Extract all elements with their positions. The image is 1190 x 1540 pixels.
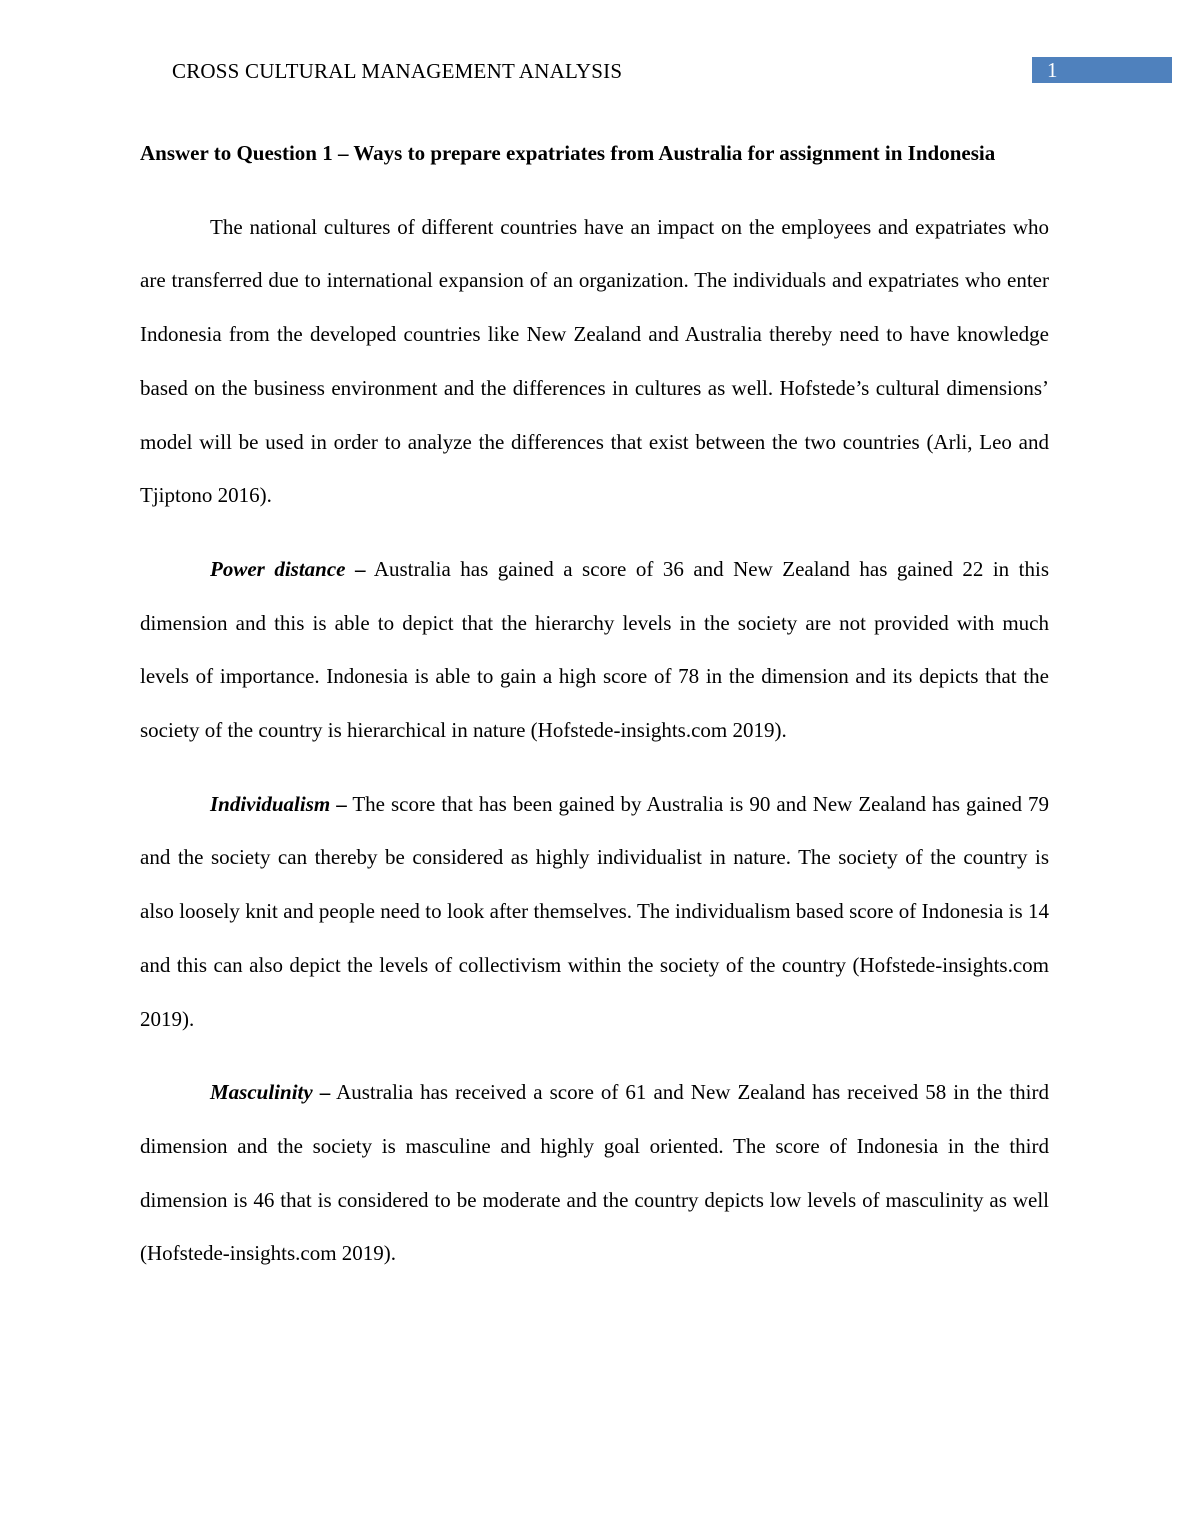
individualism-dash: –	[336, 791, 347, 816]
page-number-badge	[1032, 57, 1172, 83]
masculinity-text: Australia has received a score of 61 and New Zealand has received 58 in the third dimension and the society is masculine and highly goal oriented. The score of Indonesia in the third dimension is 46 that is considered to be moderate and the country depicts low levels of masculinity as well (Hofstede-insights.com 2019).	[140, 1080, 1049, 1266]
question-heading: Answer to Question 1 – Ways to prepare expatriates from Australia for assignment in Indonesia	[140, 141, 996, 165]
masculinity-term: Masculinity	[210, 1080, 313, 1105]
power-distance-text: Australia has gained a score of 36 and New Zealand has gained 22 in this dimension and this is able to depict that the hierarchy levels in the society are not provided with much levels of importance. Indonesia is able to gain a high score of 78 in the dimension and its depicts that the society of the country is hierarchical in nature (Hofstede-insights.com 2019).	[140, 556, 1049, 743]
individualism-term: Individualism	[210, 791, 331, 816]
intro-paragraph: The national cultures of different countries have an impact on the employees and expatriates who are transferred due to international expansion of an organization. The individuals and expatriates who enter Indonesia from the developed countries like New Zealand and Australia thereby need to have knowledge based on the business environment and the differences in cultures as well. Hofstede’s cultural dimensions’ model will be used in order to analyze the differences that exist between the two countries (Arli, Leo and Tjiptono 2016).	[140, 214, 1049, 508]
power-distance-paragraph	[140, 543, 1049, 758]
page-number: 1	[1047, 58, 1058, 82]
individualism-text: The score that has been gained by Australia is 90 and New Zealand has gained 79 and the society can thereby be considered as highly individualist in nature. The society of the country is also loosely knit and people need to look after themselves. The individualism based score of Indonesia is 14 and this can also depict the levels of collectivism within the society of the country (Hofstede-insights.com 2019).	[140, 791, 1049, 1031]
document-body	[140, 127, 1049, 1301]
power-distance-dash: –	[354, 556, 366, 581]
power-distance-term: Power distance	[210, 556, 346, 581]
masculinity-dash: –	[319, 1080, 331, 1105]
masculinity-paragraph	[140, 1066, 1049, 1281]
running-header-title: CROSS CULTURAL MANAGEMENT ANALYSIS	[172, 59, 623, 83]
individualism-paragraph	[140, 778, 1049, 1047]
